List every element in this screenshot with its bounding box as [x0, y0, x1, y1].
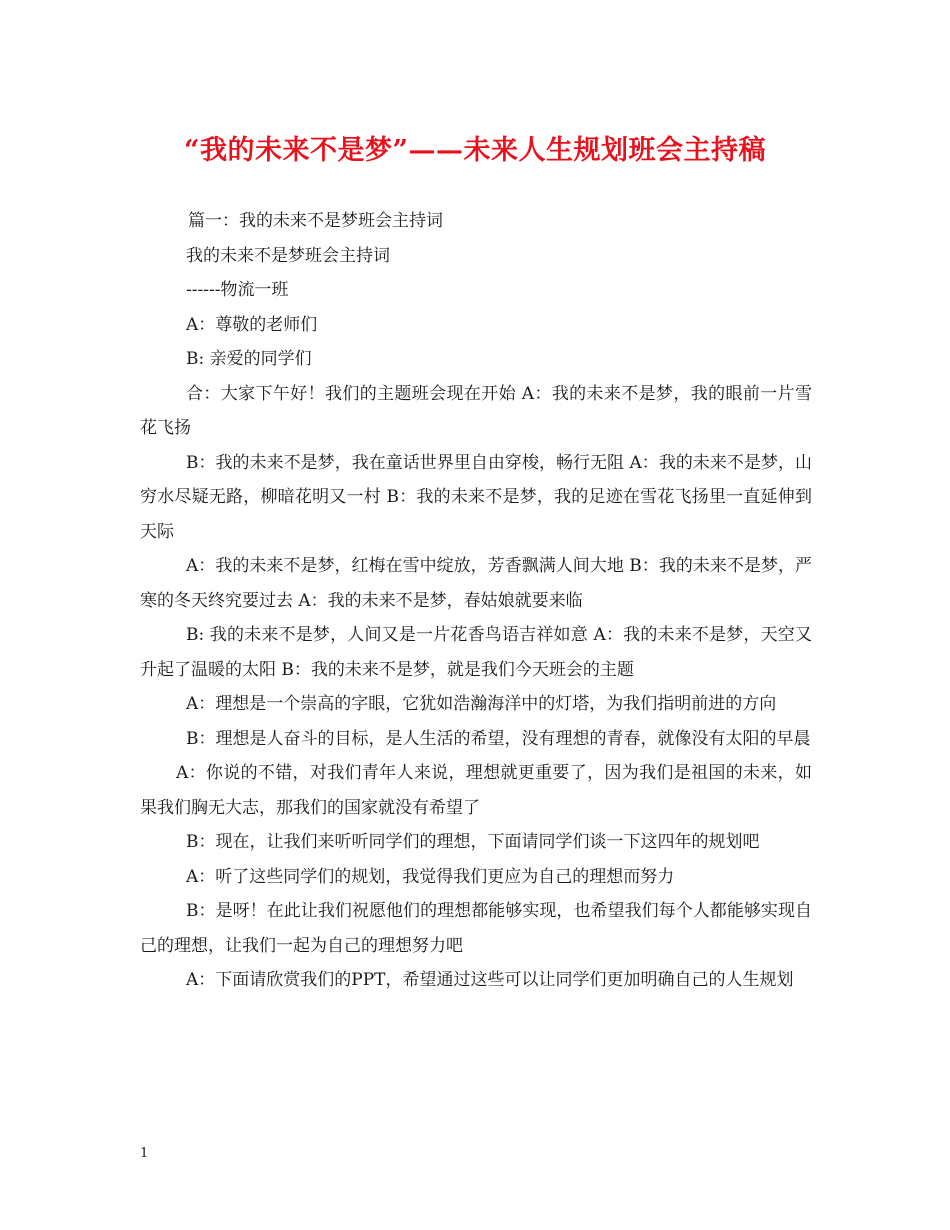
dialogue-paragraph: A：你说的不错，对我们青年人来说，理想就更重要了，因为我们是祖国的未来，如果我们胸无大志，那我们的国家就没有希望了 [140, 763, 812, 818]
class-name-line: ------物流一班 [186, 280, 289, 300]
dialogue-paragraph: B：现在，让我们来听听同学们的理想，下面请同学们谈一下这四年的规划吧 [186, 832, 760, 852]
dialogue-paragraph: A：我的未来不是梦，红梅在雪中绽放，芳香飘满人间大地 B：我的未来不是梦，严寒的冬天终究要过去 A：我的未来不是梦，春姑娘就要来临 [140, 556, 812, 611]
dialogue-paragraph: A：下面请欣赏我们的PPT，希望通过这些可以让同学们更加明确自己的人生规划 [186, 970, 794, 990]
subtitle-line: 我的未来不是梦班会主持词 [186, 245, 390, 266]
dialogue-paragraph: B: 我的未来不是梦，人间又是一片花香鸟语吉祥如意 A：我的未来不是梦，天空又升起了温暖的太阳 B：我的未来不是梦，就是我们今天班会的主题 [140, 625, 812, 680]
dialogue-paragraph: A：理想是一个崇高的字眼，它犹如浩瀚海洋中的灯塔，为我们指明前进的方向 [186, 694, 777, 714]
dialogue-paragraph: B：理想是人奋斗的目标，是人生活的希望，没有理想的青春，就像没有太阳的早晨 [186, 728, 811, 749]
dialogue-paragraph: 合：大家下午好！我们的主题班会现在开始 A：我的未来不是梦，我的眼前一片雪花飞扬 [140, 383, 812, 438]
dialogue-paragraph: B: 亲爱的同学们 [186, 349, 312, 369]
document-title: “我的未来不是梦”——未来人生规划班会主持稿 [183, 135, 767, 166]
document-body [140, 204, 812, 998]
dialogue-paragraph: B：我的未来不是梦，我在童话世界里自由穿梭，畅行无阻 A：我的未来不是梦，山穷水尽疑无路，柳暗花明又一村 B：我的未来不是梦，我的足迹在雪花飞扬里一直延伸到天际 [140, 452, 812, 542]
section-heading: 篇一：我的未来不是梦班会主持词 [188, 211, 443, 231]
dialogue-paragraph: A：听了这些同学们的规划，我觉得我们更应为自己的理想而努力 [186, 866, 675, 887]
dialogue-paragraph: B：是呀！在此让我们祝愿他们的理想都能够实现，也希望我们每个人都能够实现自己的理想，让我们一起为自己的理想努力吧 [140, 901, 812, 956]
page-number: 1 [140, 1146, 149, 1161]
dialogue-paragraph: A：尊敬的老师们 [186, 314, 318, 335]
